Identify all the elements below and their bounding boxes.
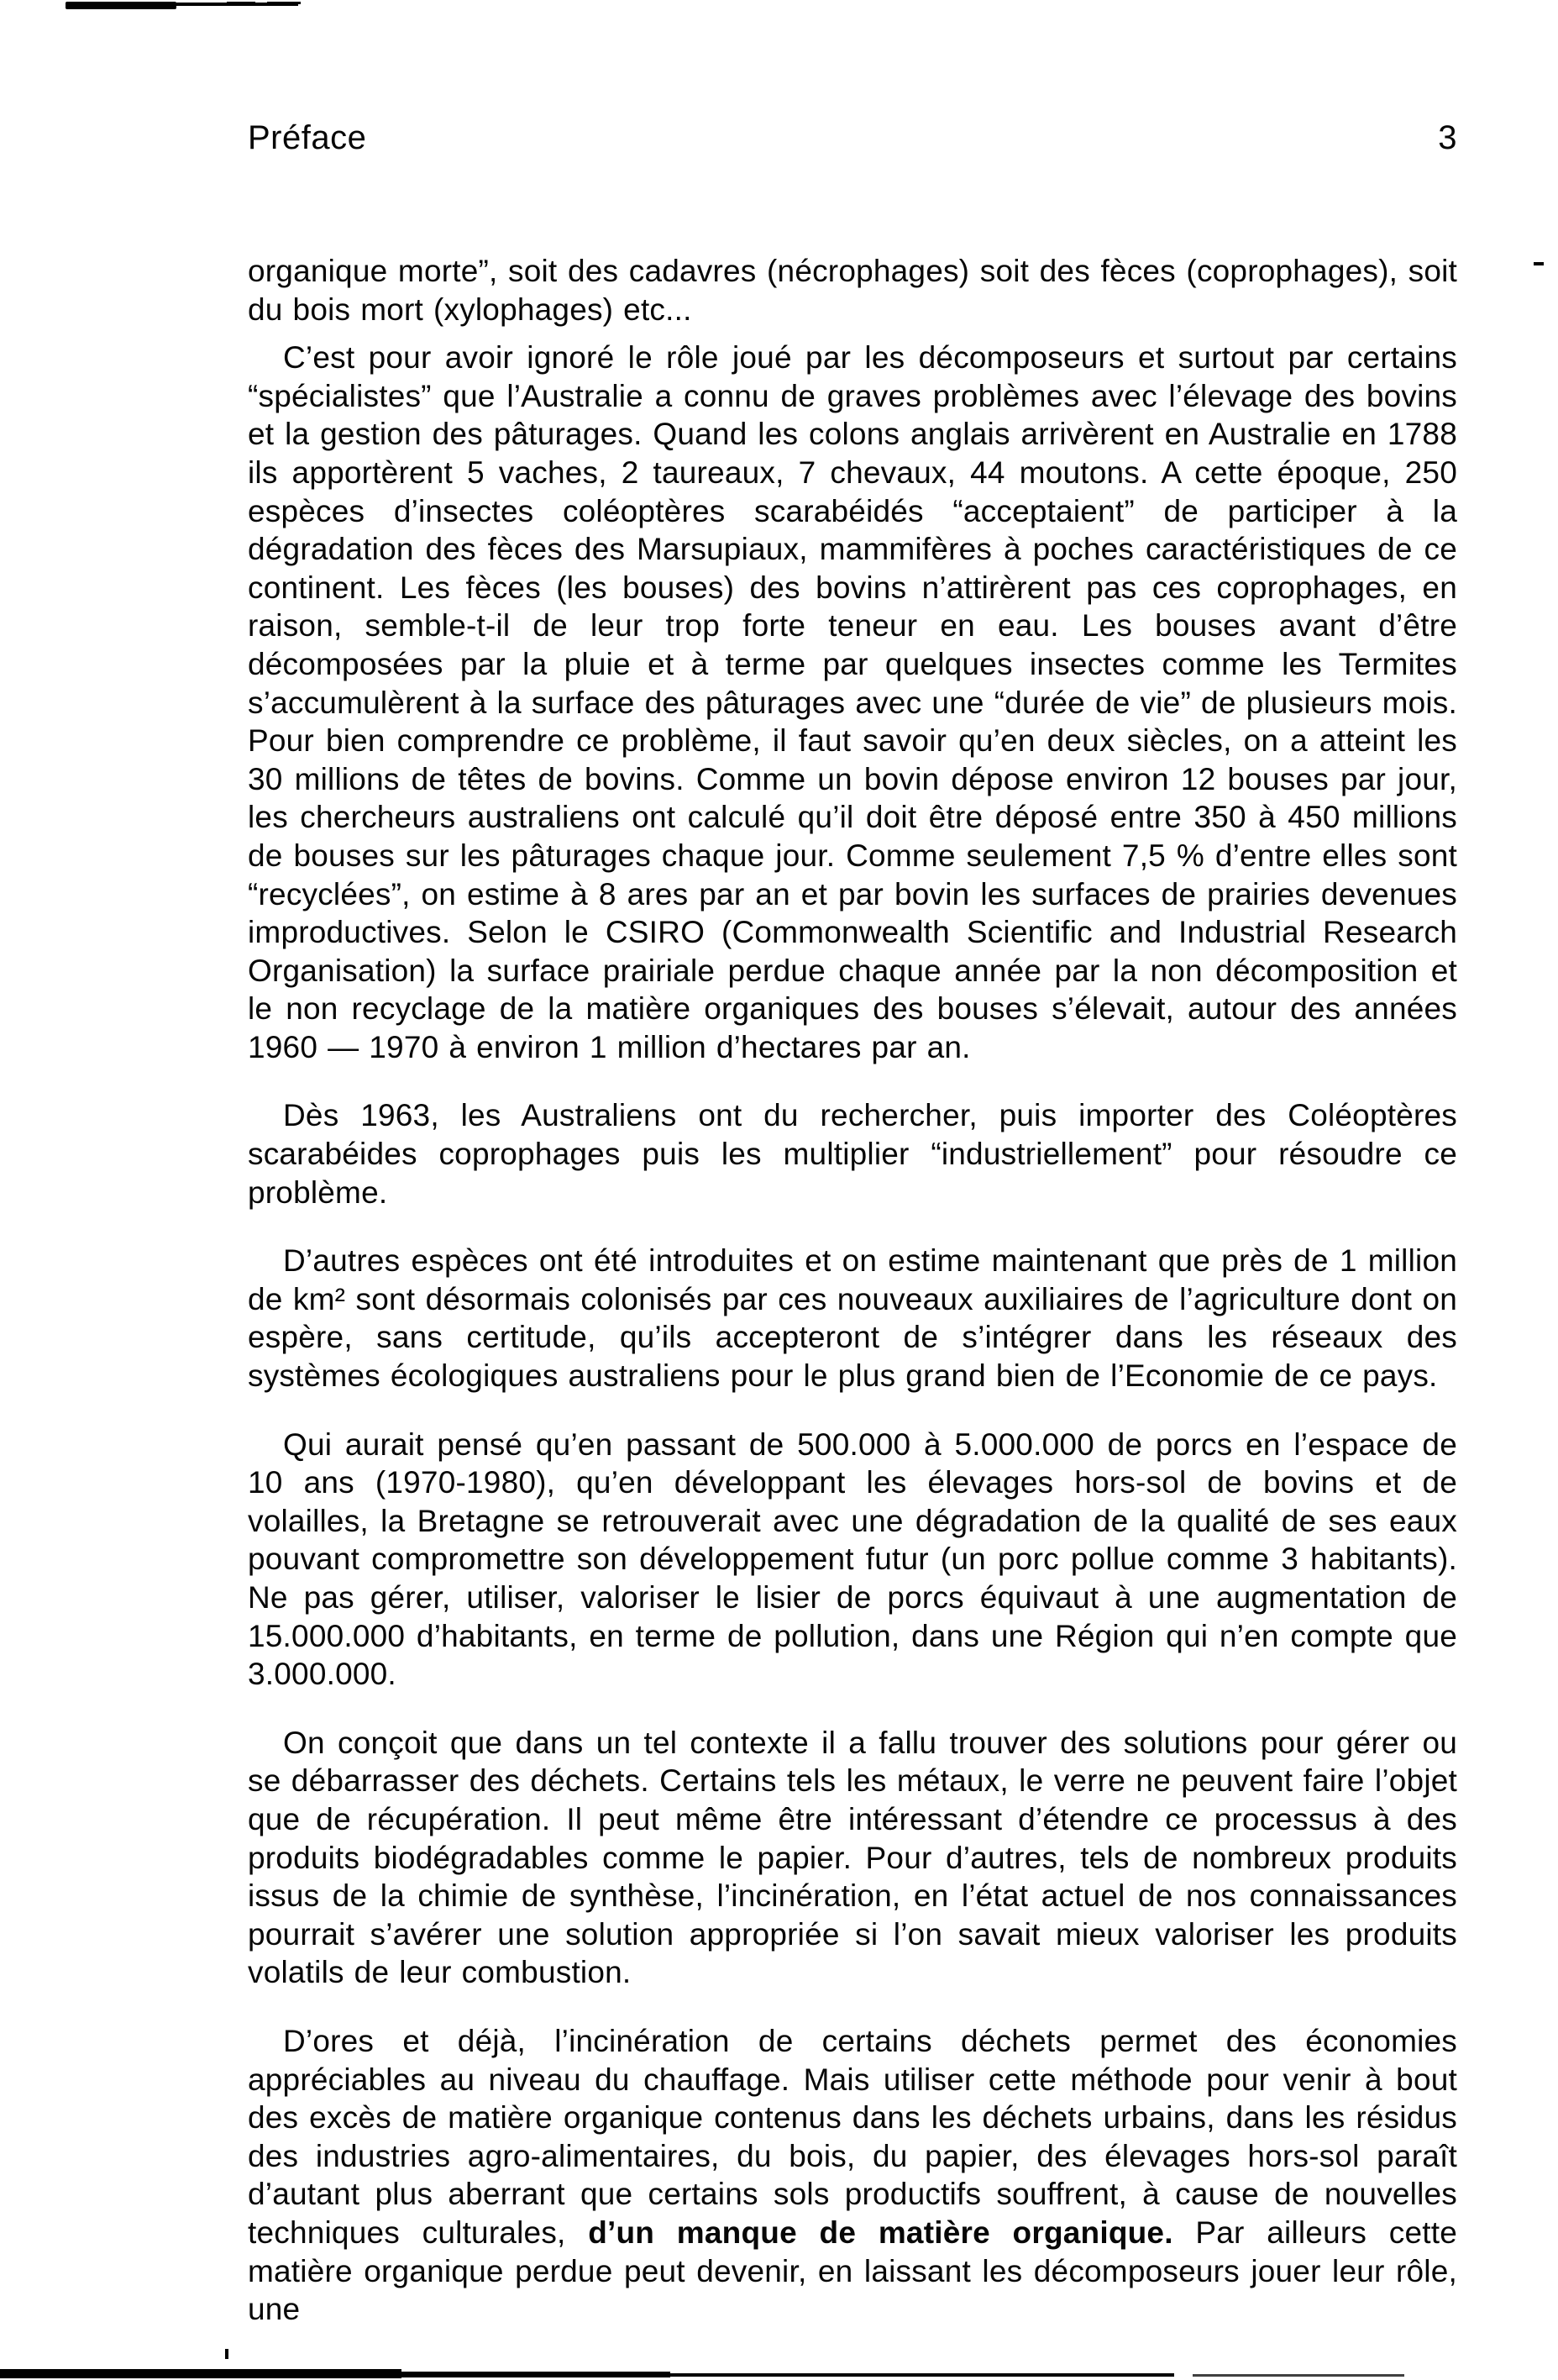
scan-bar-bottom-mid <box>401 2372 670 2377</box>
paragraph-bretagne: Qui aurait pensé qu’en passant de 500.000 à 5.000.000 de porcs en l’espace de 10 ans (1970-1980), qu’en développant les élevages hors-sol de bovins et de volailles, la Bretagne se retrouverait avec une dégradation de la qualité de ses eaux pouvant compromettre son développement futur (un porc pollue comme 3 habitants). Ne pas gérer, utiliser, valoriser le lisier de porcs équivaut à une augmentation de 15.000.000 d’habitants, en terme de pollution, dans une Région qui n’en compte que 3.000.000. <box>248 1426 1457 1692</box>
scan-streak-top-dash <box>227 2 255 4</box>
scan-streak-top-dash <box>267 2 301 4</box>
page-number: 3 <box>1438 119 1457 156</box>
segment-bold: d’un manque de matière organique. <box>588 2215 1173 2250</box>
page-header <box>248 118 1457 158</box>
paragraph-continuation: organique morte”, soit des cadavres (nécrophages) soit des fèces (coprophages), soit du bois mort (xylophages) etc... <box>248 254 1457 327</box>
scan-speck <box>225 2349 228 2359</box>
segment-text: D’ores et déjà, l’incinération de certains déchets permet des économies appréciables au niveau du chauffage. Mais utiliser cette méthode pour venir à bout des excès de matière organique contenus dans les déchets urbains, dans les résidus des industries agro-alimentaires, du bois, du papier, des élevages hors-sol paraît d’autant plus aberrant que certains sols productifs souffrent, à cause de nouvelles techniques culturales, <box>248 2023 1457 2250</box>
scan-bar-bottom-tail <box>1193 2374 1404 2377</box>
paragraph-1963: Dès 1963, les Australiens ont du rechercher, puis importer des Coléoptères scarabéides coprophages puis les multiplier “industriellement” pour résoudre ce problème. <box>248 1098 1457 1210</box>
segment-text: Par ailleurs cette matière organique perdue peut devenir, en laissant les décomposeurs jouer leur rôle, une <box>248 2215 1457 2327</box>
scan-streak-top-thick <box>66 2 176 9</box>
paragraph-dechets: On conçoit que dans un tel contexte il a fallu trouver des solutions pour gérer ou se débarrasser des déchets. Certains tels les métaux, le verre ne peuvent faire l’objet que de récupération. Il peut même être intéressant d’étendre ce processus à des produits biodégradables comme le papier. Pour d’autres, tels de nombreux produits issus de la chimie de synthèse, l’incinération, en l’état actuel de nos connaissances pourrait s’avérer une solution appropriée si l’on savait mieux valoriser les produits volatils de leur combustion. <box>248 1725 1457 1990</box>
chapter-title: Préface <box>248 119 367 156</box>
body-text <box>248 252 1457 2359</box>
paragraph-autres-especes: D’autres espèces ont été introduites et on estime maintenant que près de 1 million de km² sont désormais colonisés par ces nouveaux auxiliaires de l’agriculture dont on espère, sans certitude, qu’ils accepteront de s’intégrer dans les réseaux des systèmes écologiques australiens pour le plus grand bien de l’Economie de ce pays. <box>248 1243 1457 1394</box>
paragraph-australia: C’est pour avoir ignoré le rôle joué par les décomposeurs et surtout par certains “spécialistes” que l’Australie a connu de graves problèmes avec l’élevage des bovins et la gestion des pâturages. Quand les colons anglais arrivèrent en Australie en 1788 ils apportèrent 5 vaches, 2 taureaux, 7 chevaux, 44 moutons. A cette époque, 250 espèces d’insectes coléoptères scarabéidés “acceptaient” de participer à la dégradation des fèces des Marsupiaux, mammifères à poches caractéristiques de ce continent. Les fèces (les bouses) des bovins n’attirèrent pas ces coprophages, en raison, semble-t-il de leur trop forte teneur en eau. Les bouses avant d’être décomposées par la pluie et à terme par quelques insectes comme les Termites s’accumulèrent à la surface des pâturages avec une “durée de vie” de plusieurs mois. Pour bien comprendre ce problème, il faut savoir qu’en deux siècles, on a atteint les 30 millions de têtes de bovins. Comme un bovin dépose environ 12 bouses par jour, les chercheurs australiens ont calculé qu’il doit être déposé entre 350 à 450 millions de bouses sur les pâturages chaque jour. Comme seulement 7,5 % d’entre elles sont “recyclées”, on estime à 8 ares par an et par bovin les surfaces de prairies devenues improductives. Selon le CSIRO (Commonwealth Scientific and Industrial Research Organisation) la surface prairiale perdue chaque année par la non décomposition et le non recyclage de la matière organiques des bouses s’élevait, autour des années 1960 — 1970 à environ 1 million d’hectares par an. <box>248 340 1457 1064</box>
paragraph-incineration <box>248 2022 1457 2329</box>
scan-speck <box>1534 262 1544 265</box>
scan-bar-bottom-thin <box>670 2373 1174 2377</box>
scan-bar-bottom-thick <box>0 2369 401 2378</box>
